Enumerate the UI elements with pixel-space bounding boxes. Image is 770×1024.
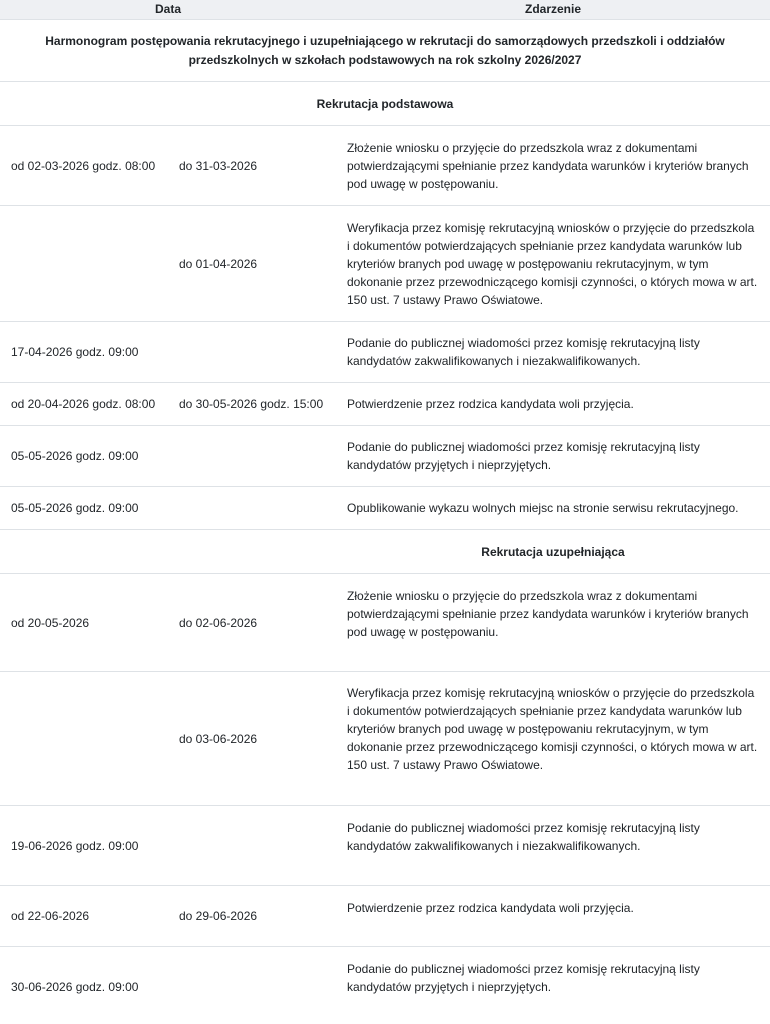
date-to: do 01-04-2026 (179, 256, 258, 271)
date-to: do 31-03-2026 (179, 158, 258, 173)
date-to (168, 426, 336, 486)
event-text: Potwierdzenie przez rodzica kandydata woli przyjęcia. (347, 901, 634, 915)
event-text: Złożenie wniosku o przyjęcie do przedszkola wraz z dokumentami potwierdzającymi spełnianie przez kandydata warunków i kryteriów branych pod uwagę w postępowaniu. (347, 140, 749, 191)
date-from: od 20-05-2026 (11, 615, 90, 630)
event-text: Podanie do publicznej wiadomości przez komisję rekrutacyjną listy kandydatów przyjętych i nieprzyjętych. (347, 440, 700, 472)
date-from: od 02-03-2026 godz. 08:00 (11, 158, 156, 173)
date-to (168, 322, 336, 382)
date-to: do 03-06-2026 (179, 731, 258, 746)
table-row (0, 322, 770, 383)
event-text: Podanie do publicznej wiadomości przez komisję rekrutacyjną listy kandydatów zakwalifikowanych i niezakwalifikowanych. (347, 336, 700, 368)
date-to (168, 806, 336, 885)
date-from: od 22-06-2026 (11, 909, 90, 923)
date-from: 19-06-2026 godz. 09:00 (11, 838, 139, 853)
date-to (168, 947, 336, 1024)
date-to (168, 487, 336, 529)
column-header-event: Zdarzenie (524, 2, 581, 16)
table-row (0, 206, 770, 322)
event-text: Weryfikacja przez komisję rekrutacyjną wniosków o przyjęcie do przedszkola i dokumentów potwierdzających spełnianie przez kandydata warunków lub kryteriów branych pod uwagę w postępowaniu rekrutacyjnym, w tym dokonanie przez przewodniczącego komisji czynności, o których mowa w art. 150 ust. 7 ustawy Prawo Oświatowe. (347, 686, 758, 772)
date-from: 05-05-2026 godz. 09:00 (11, 501, 139, 515)
event-text: Złożenie wniosku o przyjęcie do przedszkola wraz z dokumentami potwierdzającymi spełnianie przez kandydata warunków i kryteriów branych pod uwagę w postępowaniu. (347, 589, 749, 639)
date-from (0, 206, 168, 321)
column-header-data: Data (154, 2, 181, 16)
date-to: do 30-05-2026 godz. 15:00 (179, 397, 324, 411)
event-text: Potwierdzenie przez rodzica kandydata woli przyjęcia. (347, 397, 634, 411)
date-from (0, 672, 168, 805)
table-row (0, 672, 770, 806)
date-from: od 20-04-2026 godz. 08:00 (11, 397, 156, 411)
table-header (0, 0, 770, 20)
date-to: do 02-06-2026 (179, 615, 258, 630)
event-text: Opublikowanie wykazu wolnych miejsc na stronie serwisu rekrutacyjnego. (347, 501, 739, 515)
section-basic-label: Rekrutacja podstawowa (316, 96, 454, 111)
table-row (0, 886, 770, 947)
table-row (0, 806, 770, 886)
section-supplementary-label: Rekrutacja uzupełniająca (481, 544, 625, 559)
section-supplementary (0, 530, 770, 574)
date-to: do 29-06-2026 (179, 909, 258, 923)
schedule-title: Harmonogram postępowania rekrutacyjnego i uzupełniającego w rekrutacji do samorządowych przedszkoli i oddziałów przedszkolnych w szkołach podstawowych na rok szkolny 2026/2027 (0, 20, 770, 82)
table-row (0, 487, 770, 530)
table-row (0, 426, 770, 487)
table-row (0, 383, 770, 426)
table-row (0, 126, 770, 206)
event-text: Weryfikacja przez komisję rekrutacyjną wniosków o przyjęcie do przedszkola i dokumentów potwierdzających spełnianie przez kandydata warunków lub kryteriów branych pod uwagę w postępowaniu rekrutacyjnym, w tym dokonanie przez przewodniczącego komisji czynności, o których mowa w art. 150 ust. 7 ustawy Prawo Oświatowe. (347, 220, 758, 307)
date-from: 30-06-2026 godz. 09:00 (11, 979, 139, 994)
table-row (0, 947, 770, 1024)
section-basic (0, 82, 770, 126)
date-from: 05-05-2026 godz. 09:00 (11, 449, 139, 463)
event-text: Podanie do publicznej wiadomości przez komisję rekrutacyjną listy kandydatów zakwalifikowanych i niezakwalifikowanych. (347, 821, 700, 853)
table-row (0, 574, 770, 672)
event-text: Podanie do publicznej wiadomości przez komisję rekrutacyjną listy kandydatów przyjętych i nieprzyjętych. (347, 962, 700, 994)
date-from: 17-04-2026 godz. 09:00 (11, 345, 139, 359)
